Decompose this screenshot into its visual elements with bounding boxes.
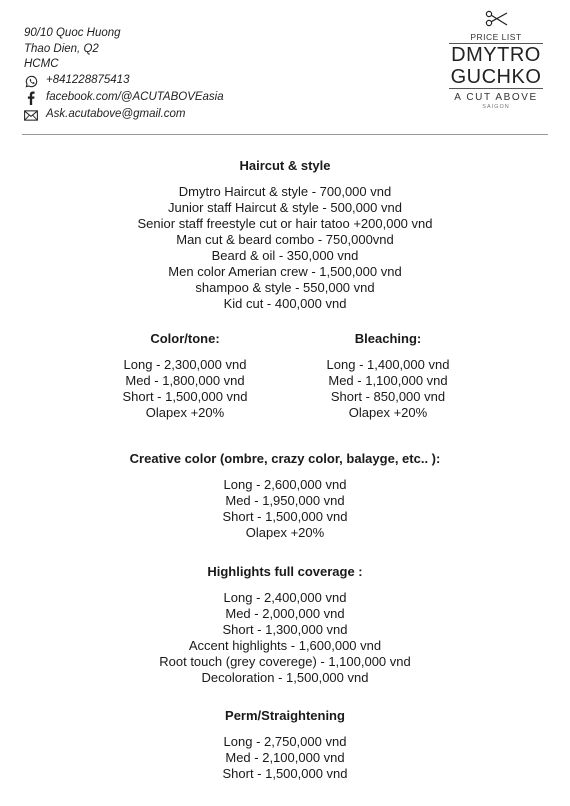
email-row <box>24 107 224 124</box>
address-line: 90/10 Quoc Huong <box>24 27 121 39</box>
price-item: Long - 2,300,000 vnd <box>123 357 247 372</box>
address-line: Thao Dien, Q2 <box>24 42 99 55</box>
contact-block <box>24 26 224 124</box>
brand-tagline: A CUT ABOVE <box>454 92 538 103</box>
price-item: Med - 1,950,000 vnd <box>225 493 345 508</box>
section-title: Bleaching: <box>354 331 422 346</box>
price-item: Kid cut - 400,000 vnd <box>223 296 347 311</box>
section-creative-color <box>0 451 570 541</box>
section-color-tone <box>100 331 270 421</box>
price-item: Med - 1,800,000 vnd <box>125 373 245 388</box>
brand-logo <box>447 10 545 111</box>
price-item: Senior staff freestyle cut or hair tatoo +200,000 vnd <box>137 216 433 231</box>
price-item: Root touch (grey coverege) - 1,100,000 vnd <box>159 654 411 669</box>
facebook-link[interactable]: facebook.com/@ACUTABOVEasia <box>46 91 224 104</box>
whatsapp-icon <box>24 74 38 88</box>
price-item: Short - 1,500,000 vnd <box>122 389 248 404</box>
price-item: shampoo & style - 550,000 vnd <box>195 280 375 295</box>
scissors-icon <box>447 10 545 30</box>
brand-city: SAIGON <box>482 104 510 110</box>
facebook-icon <box>24 91 38 105</box>
section-title: Creative color (ombre, crazy color, balayge, etc.. ): <box>129 451 441 466</box>
price-item: Accent highlights - 1,600,000 vnd <box>188 638 382 653</box>
address-line: HCMC <box>24 58 59 70</box>
section-title: Perm/Straightening <box>225 708 345 723</box>
price-item: Olapex +20% <box>348 405 428 420</box>
section-perm-straightening <box>0 708 570 782</box>
section-haircut <box>0 158 570 312</box>
price-item: Beard & oil - 350,000 vnd <box>211 248 359 263</box>
price-item: Men color Amerian crew - 1,500,000 vnd <box>168 264 402 279</box>
price-item: Long - 1,400,000 vnd <box>326 357 450 372</box>
price-item: Olapex +20% <box>245 525 325 540</box>
price-item: Man cut & beard combo - 750,000vnd <box>176 232 394 247</box>
section-title: Highlights full coverage : <box>207 564 363 579</box>
price-item: Short - 1,500,000 vnd <box>222 766 348 781</box>
section-title: Color/tone: <box>150 331 220 346</box>
price-item: Short - 1,500,000 vnd <box>222 509 348 524</box>
price-item: Short - 1,300,000 vnd <box>222 622 348 637</box>
section-highlights <box>0 564 570 686</box>
email-link[interactable]: Ask.acutabove@gmail.com <box>46 108 186 121</box>
brand-name-line2: GUCHKO <box>450 66 542 88</box>
price-item: Long - 2,600,000 vnd <box>223 477 347 492</box>
price-item: Short - 850,000 vnd <box>330 389 446 404</box>
price-item: Dmytro Haircut & style - 700,000 vnd <box>178 184 392 199</box>
address <box>24 26 224 73</box>
price-list-label: PRICE LIST <box>470 32 522 42</box>
section-title: Haircut & style <box>239 158 331 173</box>
price-item: Med - 1,100,000 vnd <box>328 373 448 388</box>
section-bleaching <box>303 331 473 421</box>
price-item: Olapex +20% <box>145 405 225 420</box>
price-item: Med - 2,000,000 vnd <box>225 606 345 621</box>
logo-rule <box>449 88 543 89</box>
facebook-row <box>24 90 224 107</box>
header-divider <box>22 134 548 135</box>
phone-row <box>24 73 224 90</box>
envelope-icon <box>24 108 38 122</box>
price-item: Long - 2,750,000 vnd <box>223 734 347 749</box>
phone-number: +841228875413 <box>46 74 130 87</box>
price-item: Junior staff Haircut & style - 500,000 vnd <box>168 200 402 215</box>
price-item: Med - 2,100,000 vnd <box>225 750 345 765</box>
price-item: Long - 2,400,000 vnd <box>223 590 347 605</box>
brand-name-line1: DMYTRO <box>451 44 541 66</box>
price-item: Decoloration - 1,500,000 vnd <box>201 670 369 685</box>
